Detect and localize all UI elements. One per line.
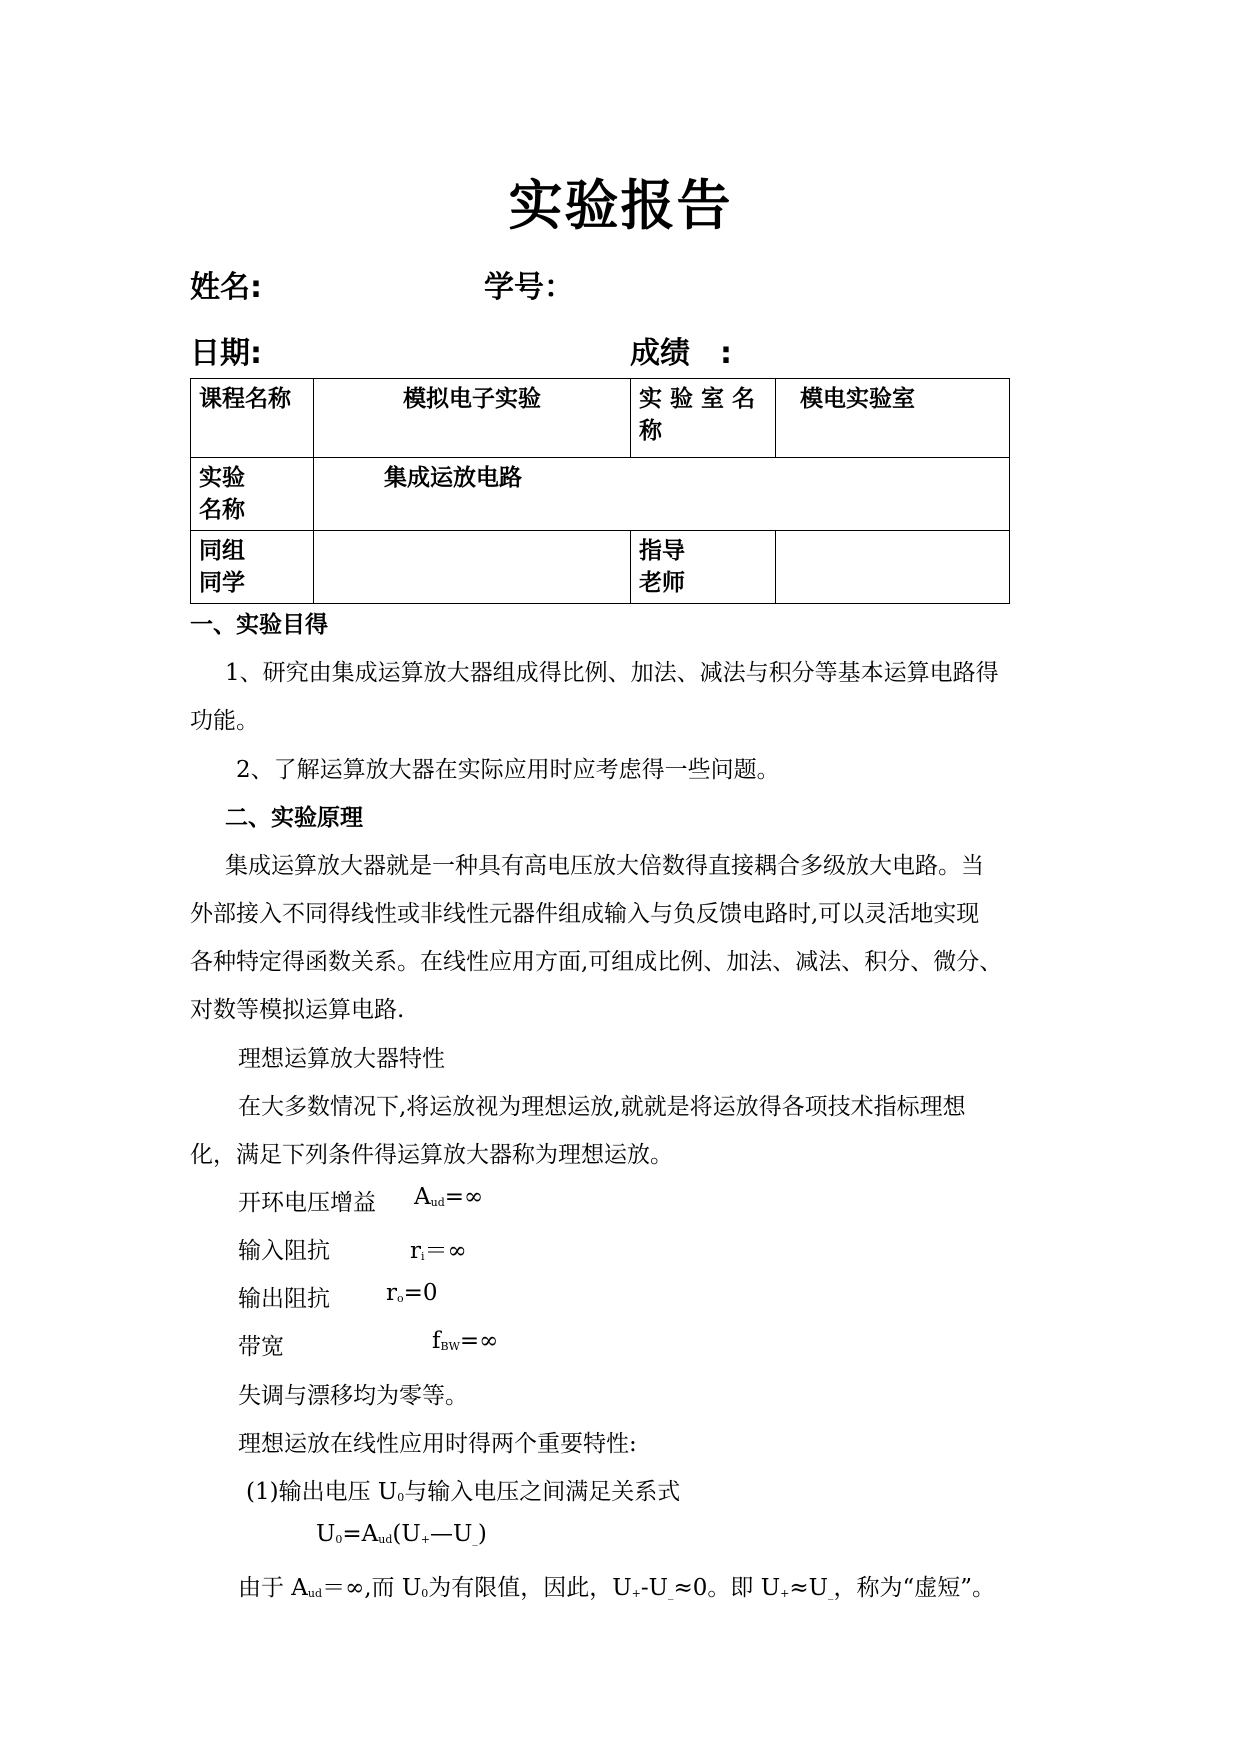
course-name-label: 课程名称 [191, 379, 314, 458]
section-heading-purpose: 一、实验目得 [190, 612, 328, 638]
virtual-short-line: 由于 $A_{ud}=\infty$,而 $U_0$为有限值，因此，$U_+-U_{\_}\approx 0$。即 $U_+\approx U_{\_}$，称为“虚短”。 [238, 1575, 996, 1601]
group-members-label: 同组同学 [191, 531, 314, 604]
linear-properties-line: 理想运放在线性应用时得两个重要特性: [238, 1431, 637, 1457]
paragraph-principle-a: 集成运算放大器就是一种具有高电压放大倍数得直接耦合多级放大电路。当 [225, 853, 984, 879]
name-label: 姓名: [190, 270, 262, 305]
section-heading-principle: 二、实验原理 [225, 805, 363, 831]
score-label: 成绩 : [630, 336, 732, 371]
offset-drift-line: 失调与漂移均为零等。 [238, 1383, 468, 1409]
paragraph-ideal-a: 在大多数情况下,将运放视为理想运放,就就是将运放得各项技术指标理想 [238, 1094, 966, 1120]
lab-name-label: 实 验 室 名 称 [631, 379, 776, 458]
paragraph-principle-d: 对数等模拟运算电路. [190, 997, 405, 1023]
paragraph-principle-b: 外部接入不同得线性或非线性元器件组成输入与负反馈电路时,可以灵活地实现 [190, 901, 980, 927]
output-impedance-label: 输出阻抗 [238, 1286, 330, 1312]
ideal-opamp-heading: 理想运算放大器特性 [238, 1046, 445, 1072]
output-impedance-formula: $r_o=0$ [386, 1280, 438, 1306]
open-loop-gain-label: 开环电压增益 [238, 1190, 376, 1216]
date-label: 日期: [190, 336, 262, 371]
info-table [190, 378, 1010, 604]
instructor-value [776, 531, 1010, 604]
experiment-name-value: 集成运放电路 [314, 458, 1010, 531]
group-members-value [314, 531, 631, 604]
course-name-value: 模拟电子实验 [314, 379, 631, 458]
instructor-label: 指导老师 [631, 531, 776, 604]
page-title: 实验报告 [508, 174, 733, 237]
paragraph-principle-c: 各种特定得函数关系。在线性应用方面,可组成比例、加法、减法、积分、微分、 [190, 949, 1003, 975]
paragraph-purpose-1a: 1、研究由集成运算放大器组成得比例、加法、减法与积分等基本运算电路得 [225, 660, 999, 686]
property-1-line: (1)输出电压 $U_0$与输入电压之间满足关系式 [246, 1479, 681, 1505]
input-impedance-label: 输入阻抗 [238, 1238, 330, 1264]
experiment-name-label: 实验名称 [191, 458, 314, 531]
paragraph-ideal-b: 化，满足下列条件得运算放大器称为理想运放。 [190, 1142, 673, 1168]
lab-name-value: 模电实验室 [776, 379, 1010, 458]
student-id-label: 学号： [484, 270, 574, 305]
input-impedance-formula: $r_i=\infty$ [410, 1238, 467, 1264]
bandwidth-formula: $f_{BW}=\infty$ [432, 1328, 499, 1354]
bandwidth-label: 带宽 [238, 1334, 284, 1360]
paragraph-purpose-2: 2、了解运算放大器在实际应用时应考虑得一些问题。 [236, 757, 780, 783]
gain-equation: $U_0=A_{ud}(U_+—U_{\_})$ [316, 1521, 487, 1547]
paragraph-purpose-1b: 功能。 [190, 708, 259, 734]
open-loop-gain-formula: $A_{ud}=\infty$ [414, 1184, 484, 1210]
